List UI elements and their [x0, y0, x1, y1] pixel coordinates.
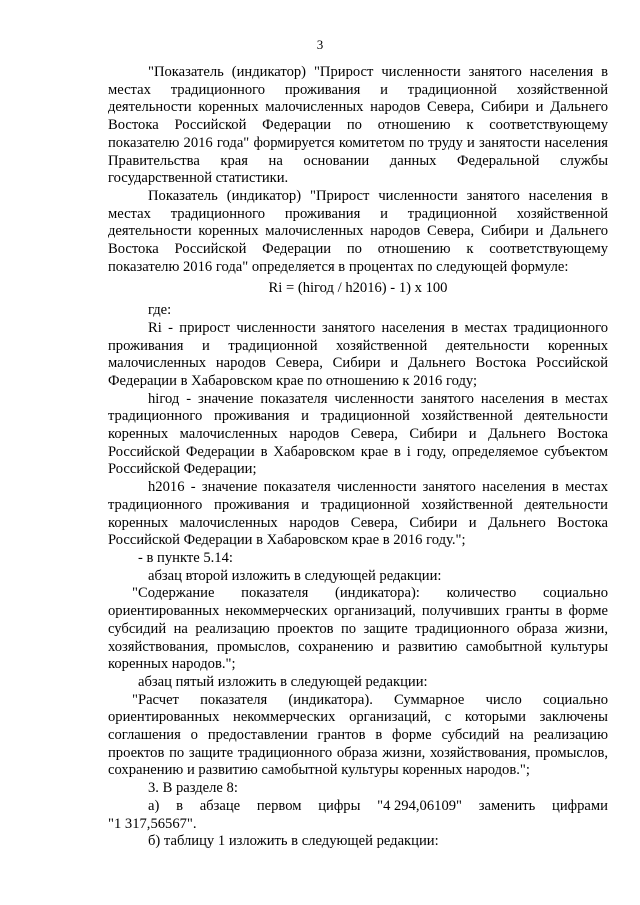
paragraph-definition: h2016 - значение показателя численности занятого населения в местах традиционного проживания и традиционной хозяйственной деятельности коренных малочисленных народов Севера, Сибири и Дальнего Востока Российской Федерации в Хабаровском крае в 2016 году.";: [108, 479, 608, 549]
paragraph-quote: "Содержание показателя (индикатора): количество социально ориентированных некоммерческих организаций, получивших гранты в форме субсидий на реализацию проектов по защите традиционного образа жизни, хозяйствования, промыслов, сохранению и развитию самобытной культуры коренных народов.";: [108, 585, 608, 673]
page-number: 3: [316, 37, 324, 52]
paragraph-quote: "Расчет показателя (индикатора). Суммарное число социально ориентированных некоммерческих организаций, с которыми заключены соглашения о предоставлении грантов в форме субсидий на реализацию проектов по защите традиционного образа жизни, хозяйствования, промыслов, сохранению и развитию самобытной культуры коренных народов.";: [108, 691, 608, 779]
paragraph: 3. В разделе 8:: [148, 780, 238, 797]
paragraph: "Показатель (индикатор) "Прирост численности занятого населения в местах традиционного проживания и традиционной хозяйственной деятельности коренных малочисленных народов Севера, Сибири и Дальнего Востока Российской Федерации по отношению к соответствующему показателю 2016 года" формируется комитетом по труду и занятости населения Правительства края на основании данных Федеральной службы государственной статистики.: [108, 64, 608, 187]
document-body: [108, 64, 608, 851]
paragraph: Показатель (индикатор) "Прирост численности занятого населения в местах традиционного проживания и традиционной хозяйственной деятельности коренных малочисленных народов Севера, Сибири и Дальнего Востока Российской Федерации по отношению к соответствующему показателю 2016 года" определяется в процентах по следующей формуле:: [108, 187, 608, 275]
word: а): [148, 797, 160, 814]
word: абзаце: [199, 797, 241, 814]
paragraph-definition: Ri - прирост численности занятого населения в местах традиционного проживания и традиционной хозяйственной деятельности коренных малочисленных народов Севера, Сибири и Дальнего Востока Российской Федерации в Хабаровском крае по отношению к 2016 году;: [108, 319, 608, 389]
paragraph: абзац второй изложить в следующей редакции:: [148, 567, 442, 584]
paragraph-continuation: "1 317,56567".: [108, 815, 197, 832]
formula: Ri = (hiгод / h2016) - 1) x 100: [268, 280, 448, 297]
word: в: [176, 797, 183, 814]
word: "4 294,06109": [377, 797, 462, 814]
paragraph-definition: hiгод - значение показателя численности занятого населения в местах традиционного проживания и традиционной хозяйственной деятельности коренных малочисленных народов Севера, Сибири и Дальнего Востока Российской Федерации в Хабаровском крае в i году, определяемое субъектом Российской Федерации;: [108, 390, 608, 478]
paragraph: где:: [148, 302, 172, 319]
word: цифрами: [552, 797, 608, 814]
word: первом: [256, 797, 302, 814]
word: цифры: [318, 797, 361, 814]
paragraph: - в пункте 5.14:: [138, 549, 233, 566]
word: заменить: [478, 797, 536, 814]
justified-line: [108, 798, 608, 816]
paragraph: абзац пятый изложить в следующей редакции:: [138, 673, 428, 690]
paragraph: б) таблицу 1 изложить в следующей редакции:: [148, 833, 439, 850]
